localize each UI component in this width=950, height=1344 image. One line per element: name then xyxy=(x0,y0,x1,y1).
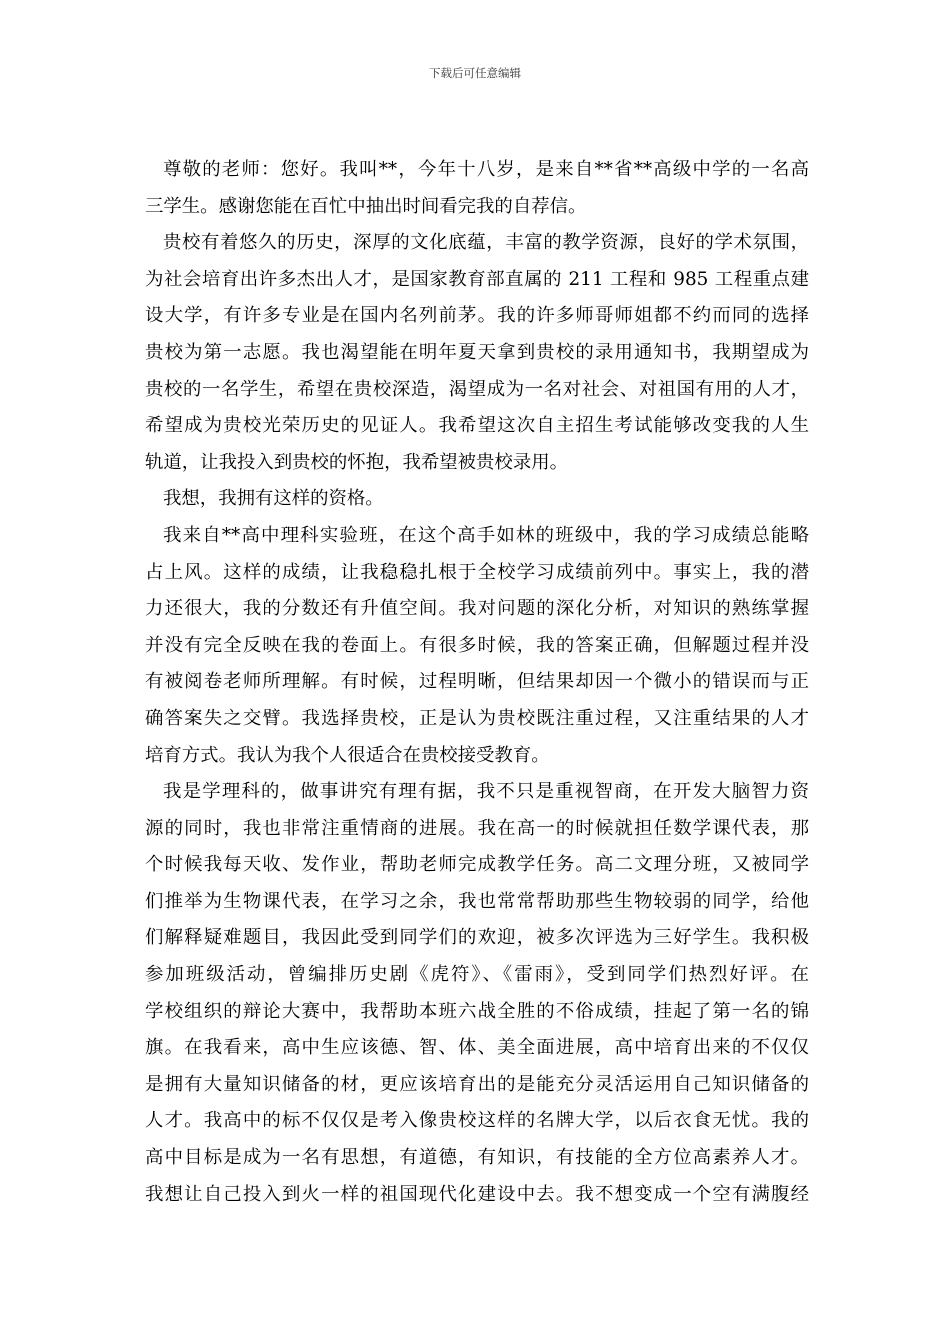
text-line: 贵校为第一志愿。我也渴望能在明年夏天拿到贵校的录用通知书，我期望成为 xyxy=(145,341,809,363)
text-line: 尊敬的老师：您好。我叫**，今年十八岁，是来自**省**高级中学的一名高 xyxy=(163,159,809,180)
document-body xyxy=(145,152,809,1213)
text-line: 们解释疑难题目，我因此受到同学们的欢迎，被多次评选为三好学生。我积极 xyxy=(145,927,809,949)
text-line: 源的同时，我也非常注重情商的进展。我在高一的时候就担任数学课代表，那 xyxy=(145,817,809,839)
text-line: 为社会培育出许多杰出人才，是国家教育部直属的 211 工程和 985 工程重点建 xyxy=(145,268,809,290)
paragraph xyxy=(145,152,809,225)
text-line: 三学生。感谢您能在百忙中抽出时间看完我的自荐信。 xyxy=(145,195,587,217)
paragraph xyxy=(145,774,809,1213)
text-line: 我想，我拥有这样的资格。 xyxy=(163,488,384,510)
text-line: 力还很大，我的分数还有升值空间。我对问题的深化分析，对知识的熟练掌握 xyxy=(145,598,809,620)
paragraph xyxy=(145,518,809,774)
text-line: 个时候我每天收、发作业，帮助老师完成教学任务。高二文理分班，又被同学 xyxy=(145,854,809,876)
text-line: 设大学，有许多专业是在国内名列前茅。我的许多师哥师姐都不约而同的选择 xyxy=(145,305,809,327)
text-line: 培育方式。我认为我个人很适合在贵校接受教育。 xyxy=(145,744,550,766)
paragraph xyxy=(145,481,809,518)
text-line: 贵校有着悠久的历史，深厚的文化底蕴，丰富的教学资源，良好的学术氛围， xyxy=(163,232,809,254)
text-line: 并没有完全反映在我的卷面上。有很多时候，我的答案正确，但解题过程并没 xyxy=(145,634,809,656)
page-header: 下载后可任意编辑 xyxy=(429,66,521,80)
text-line: 我是学理科的，做事讲究有理有据，我不只是重视智商，在开发大脑智力资 xyxy=(163,781,809,803)
text-line: 高中目标是成为一名有思想，有道德，有知识，有技能的全方位高素养人才。 xyxy=(145,1147,809,1169)
text-line: 希望成为贵校光荣历史的见证人。我希望这次自主招生考试能够改变我的人生 xyxy=(145,415,809,437)
text-line: 是拥有大量知识储备的材，更应该培育出的是能充分灵活运用自己知识储备的 xyxy=(145,1073,809,1095)
paragraph xyxy=(145,225,809,481)
text-line: 有被阅卷老师所理解。有时候，过程明晰，但结果却因一个微小的错误而与正 xyxy=(145,671,809,693)
text-line: 占上风。这样的成绩，让我稳稳扎根于全校学习成绩前列中。事实上，我的潜 xyxy=(145,561,809,583)
text-line: 确答案失之交臂。我选择贵校，正是认为贵校既注重过程，又注重结果的人才 xyxy=(145,707,809,729)
text-line: 我想让自己投入到火一样的祖国现代化建设中去。我不想变成一个空有满腹经 xyxy=(145,1183,809,1205)
text-line: 旗。在我看来，高中生应该德、智、体、美全面进展，高中培育出来的不仅仅 xyxy=(145,1037,809,1059)
text-line: 贵校的一名学生，希望在贵校深造，渴望成为一名对社会、对祖国有用的人才， xyxy=(145,378,809,400)
text-line: 轨道，让我投入到贵校的怀抱，我希望被贵校录用。 xyxy=(145,451,568,473)
text-line: 参加班级活动，曾编排历史剧《虎符》、《雷雨》，受到同学们热烈好评。在 xyxy=(145,964,809,986)
text-line: 我来自**高中理科实验班，在这个高手如林的班级中，我的学习成绩总能略 xyxy=(163,524,809,546)
text-line: 学校组织的辩论大赛中，我帮助本班六战全胜的不俗成绩，挂起了第一名的锦 xyxy=(145,1000,809,1022)
text-line: 们推举为生物课代表，在学习之余，我也常常帮助那些生物较弱的同学，给他 xyxy=(145,890,809,912)
text-line: 人才。我高中的标不仅仅是考入像贵校这样的名牌大学，以后衣食无忧。我的 xyxy=(145,1110,809,1132)
